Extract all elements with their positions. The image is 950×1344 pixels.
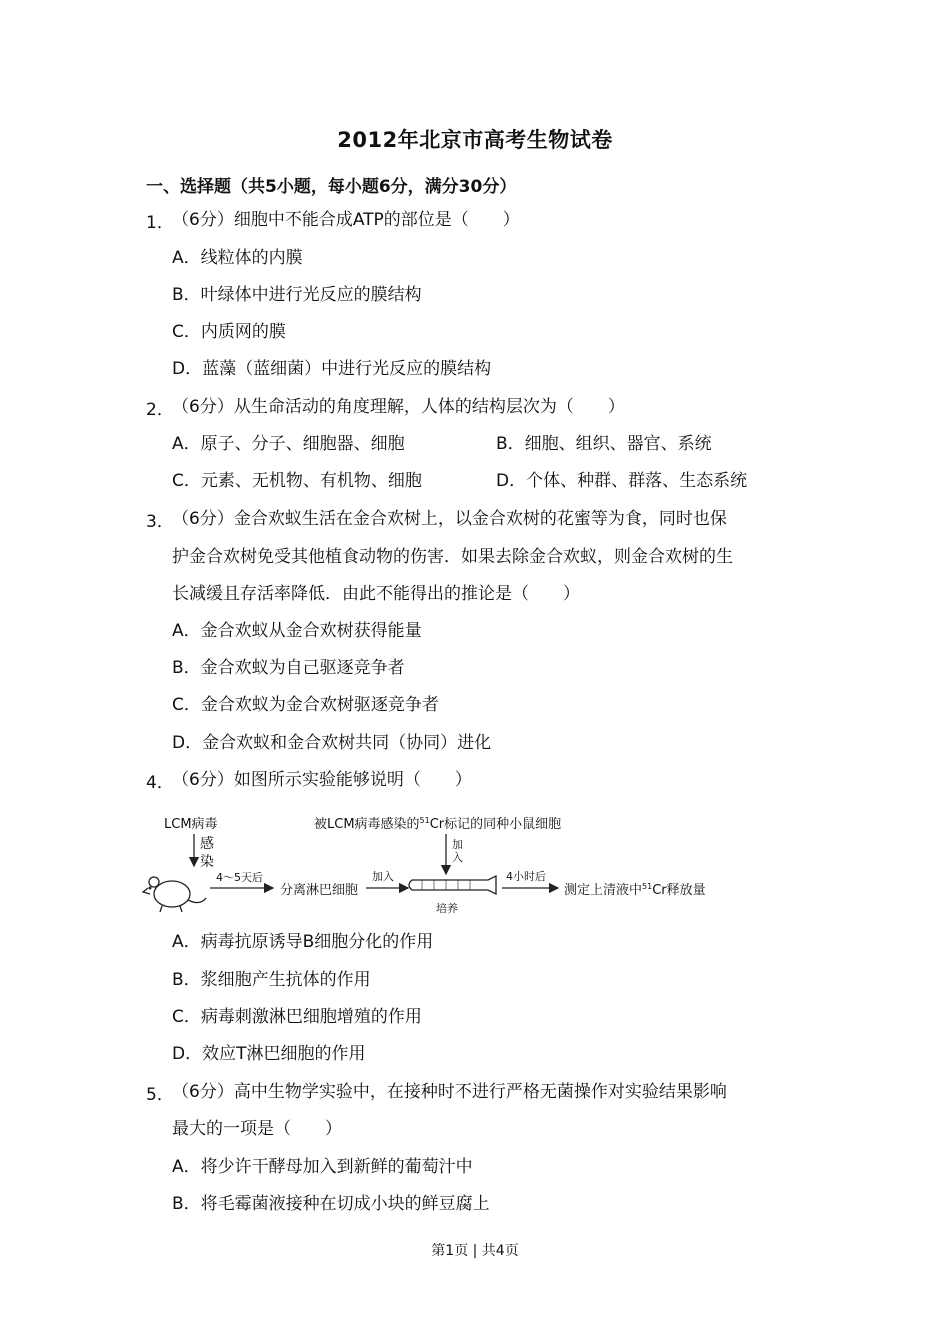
option: B．叶绿体中进行光反应的膜结构	[172, 285, 422, 305]
option: A．线粒体的内膜	[172, 248, 303, 268]
question-stem: 最大的一项是（ ）	[172, 1119, 342, 1139]
question-stem: （6分）从生命活动的角度理解，人体的结构层次为（ ）	[172, 397, 625, 417]
option: C．内质网的膜	[172, 322, 286, 342]
option: D．效应T淋巴细胞的作用	[172, 1044, 366, 1064]
question-stem: （6分）高中生物学实验中，在接种时不进行严格无菌操作对实验结果影响	[172, 1082, 727, 1102]
experiment-diagram	[140, 808, 740, 920]
option: B．将毛霉菌液接种在切成小块的鲜豆腐上	[172, 1194, 490, 1214]
question-stem: （6分）金合欢蚁生活在金合欢树上，以金合欢树的花蜜等为食，同时也保	[172, 509, 727, 529]
question-stem: （6分）细胞中不能合成ATP的部位是（ ）	[172, 210, 520, 230]
option: C．元素、无机物、有机物、细胞	[172, 471, 422, 491]
question-number: 1．	[146, 213, 174, 233]
test-tube-icon	[409, 876, 496, 894]
option: A．原子、分子、细胞器、细胞	[172, 434, 405, 454]
option: C．金合欢蚁为金合欢树驱逐竞争者	[172, 695, 439, 715]
option: D．蓝藻（蓝细菌）中进行光反应的膜结构	[172, 359, 492, 379]
days-label: 4～5天后	[216, 871, 263, 884]
question-stem: 长减缓且存活率降低．由此不能得出的推论是（ ）	[172, 584, 580, 604]
add-vertical-1: 加	[452, 838, 463, 851]
option: A．金合欢蚁从金合欢树获得能量	[172, 621, 422, 641]
culture-label: 培养	[436, 902, 458, 915]
question-stem: 护金合欢树免受其他植食动物的伤害．如果去除金合欢蚁，则金合欢树的生	[172, 547, 733, 567]
option: A．病毒抗原诱导B细胞分化的作用	[172, 932, 434, 952]
page-title: 2012年北京市高考生物试卷	[337, 128, 613, 152]
add-vertical-2: 入	[452, 851, 463, 864]
option: B．金合欢蚁为自己驱逐竞争者	[172, 658, 405, 678]
page-footer: 第1页 | 共4页	[431, 1243, 519, 1259]
virus-label: LCM病毒	[164, 817, 218, 832]
measure-label: 测定上清液中$^{51}$Cr释放量	[564, 882, 706, 898]
section-heading: 一、选择题（共5小题，每小题6分，满分30分）	[146, 177, 517, 197]
option: D．个体、种群、群落、生态系统	[496, 471, 748, 491]
infect-label-1: 感	[200, 836, 214, 852]
separate-label: 分离淋巴细胞	[280, 883, 359, 898]
option: A．将少许干酵母加入到新鲜的葡萄汁中	[172, 1157, 473, 1177]
mouse-icon	[143, 877, 206, 912]
option: D．金合欢蚁和金合欢树共同（协同）进化	[172, 733, 492, 753]
hours-label: 4小时后	[506, 870, 546, 883]
question-number: 3．	[146, 512, 174, 532]
option: B．细胞、组织、器官、系统	[496, 434, 712, 454]
infect-label-2: 染	[200, 854, 214, 870]
labelled-cells-label: 被LCM病毒感染的$^{51}$Cr标记的同种小鼠细胞	[314, 816, 562, 832]
add-label: 加入	[372, 870, 394, 883]
question-number: 5．	[146, 1085, 174, 1105]
option: C．病毒刺激淋巴细胞增殖的作用	[172, 1007, 422, 1027]
option: B．浆细胞产生抗体的作用	[172, 970, 371, 990]
question-number: 4．	[146, 773, 174, 793]
question-stem: （6分）如图所示实验能够说明（ ）	[172, 770, 472, 790]
question-number: 2．	[146, 400, 174, 420]
